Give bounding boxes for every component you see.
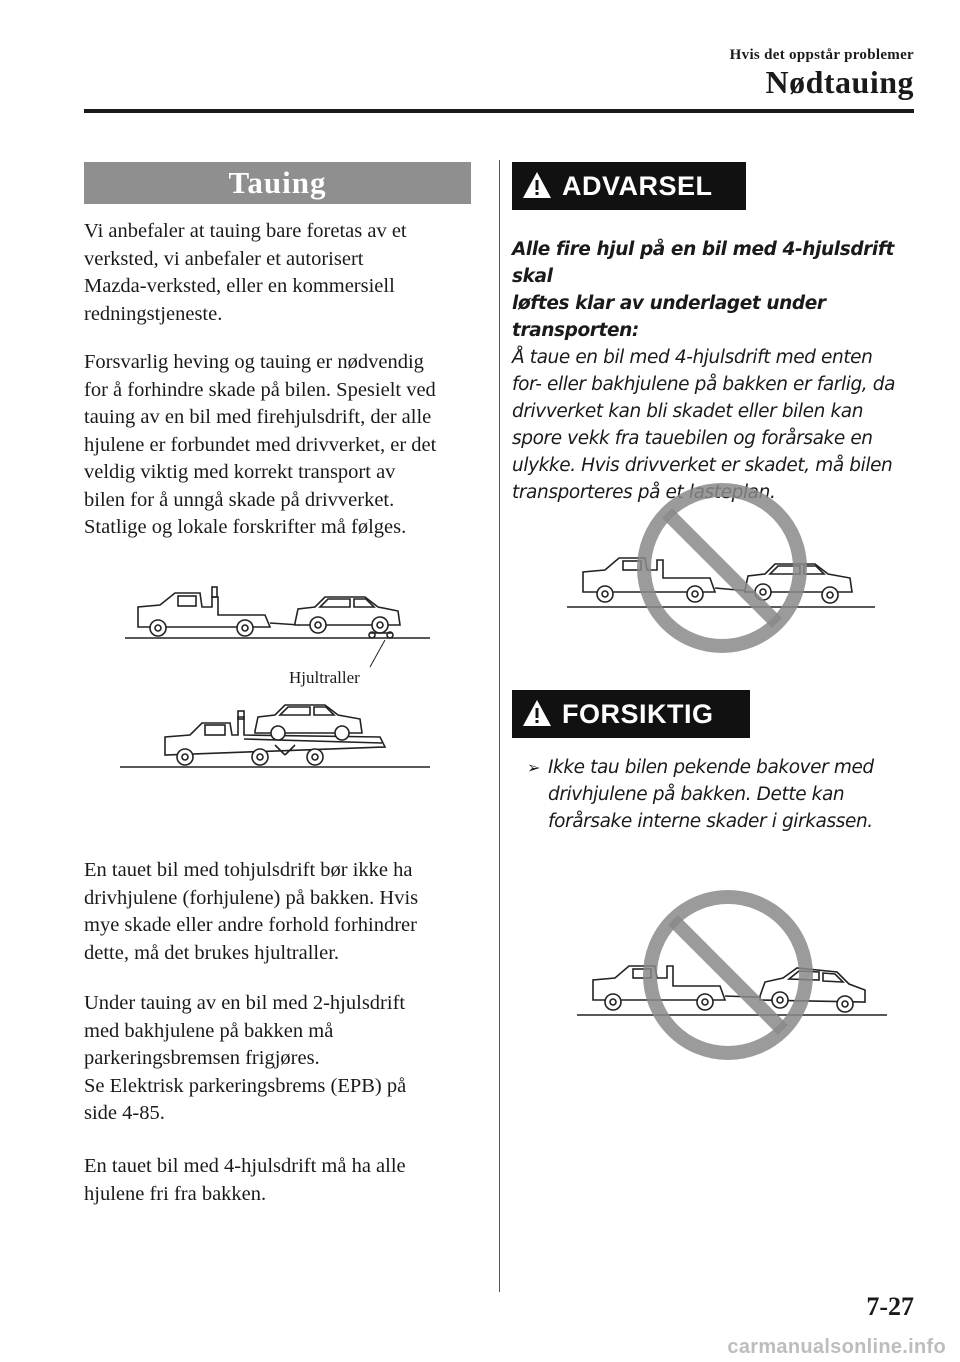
warning-body [512, 236, 917, 506]
chapter-title: Hvis det oppstår problemer [729, 47, 914, 63]
safety-paragraph: Forsvarlig heving og tauing er nødvendig for å forhindre skade på bilen. Spesielt ved tauing av en bil med firehjulsdrift, der alle hjulene er forbundet med drivverket, er det veldig viktig med korrekt transport av bilen for å unngå skade på drivverket. Statlige og lokale forskrifter må følges. [84, 351, 437, 538]
warning-bold-text: Alle fire hjul på en bil med 4-hjulsdrift skal løftes klar av underlaget under transporten: [512, 239, 894, 341]
warning-triangle-icon [521, 170, 553, 200]
caution-badge [512, 690, 750, 738]
warning-badge [512, 162, 746, 210]
warning-label: ADVARSEL [562, 171, 713, 201]
caution-label: FORSIKTIG [562, 699, 714, 729]
bullet-arrow-icon: ➢ [527, 758, 541, 777]
two-wheel-drive-paragraph: En tauet bil med tohjulsdrift bør ikke ha drivhjulene (forhjulene) på bakken. Hvis mye skade eller andre forhold forhindrer dette, må det brukes hjultraller. [84, 859, 419, 964]
prohibited-towing-figure-1 [565, 480, 885, 665]
warning-text: Å taue en bil med 4-hjulsdrift med enten for- eller bakhjulene på bakken er farlig, da drivverket kan bli skadet eller bilen kan spore vekk fra tauebilen og forårsake en ulykke. Hvis drivverket er skadet, må bilen transporteres på et lasteplan. [512, 347, 896, 503]
header-rule [84, 109, 914, 113]
four-wheel-drive-paragraph: En tauet bil med 4-hjulsdrift må ha alle hjulene fri fra bakken. [84, 1155, 406, 1205]
caution-text: Ikke tau bilen pekende bakover med drivhjulene på bakken. Dette kan forårsake interne skader i girkassen. [548, 757, 874, 832]
prohibited-towing-figure-2 [575, 880, 895, 1065]
towing-figure-flatbed [120, 695, 440, 780]
page-number: 7-27 [866, 1292, 914, 1321]
parking-brake-paragraph: Under tauing av en bil med 2-hjulsdrift med bakhjulene på bakken må parkeringsbremsen frigjøres. Se Elektrisk parkeringsbrems (EPB) på side 4-85. [84, 992, 407, 1124]
figure-label-hjultraller: Hjultraller [289, 668, 360, 687]
intro-paragraph: Vi anbefaler at tauing bare foretas av et verksted, vi anbefaler et autorisert Mazda-verksted, eller en kommersiell redningstjeneste. [84, 220, 407, 325]
section-heading: Tauing [84, 162, 471, 204]
column-divider [499, 160, 500, 1292]
warning-triangle-icon [521, 698, 553, 728]
watermark: carmanualsonline.info [727, 1336, 946, 1358]
page-title: Nødtauing [765, 64, 914, 100]
